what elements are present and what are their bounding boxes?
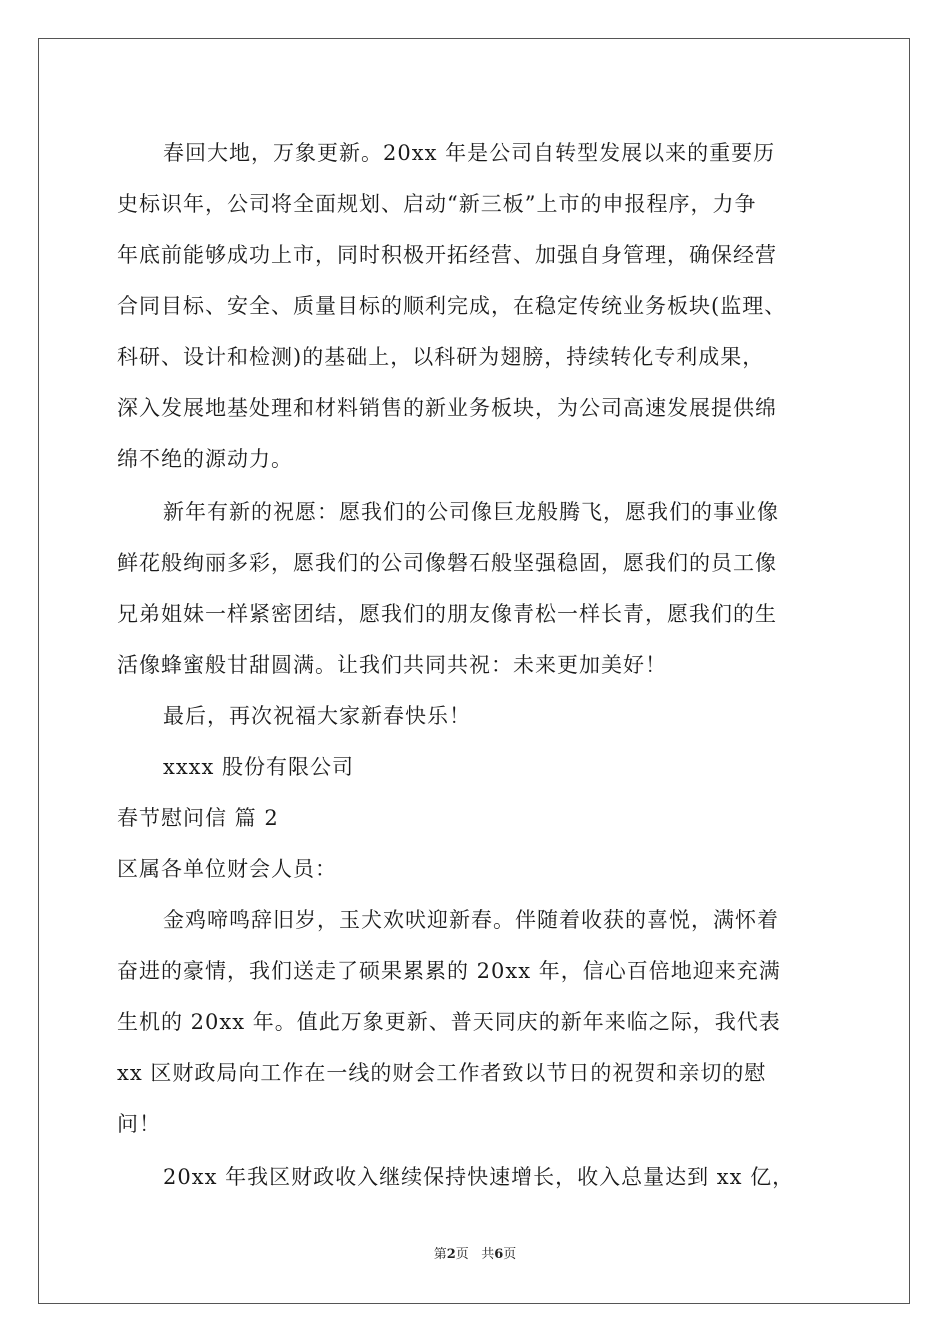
paragraph-line: 奋进的豪情，我们送走了硕果累累的 20xx 年，信心百倍地迎来充满 xyxy=(117,959,781,983)
paragraph-line: 生机的 20xx 年。值此万象更新、普天同庆的新年来临之际，我代表 xyxy=(117,1010,781,1034)
total-prefix: 共 xyxy=(481,1247,495,1262)
total-suffix: 页 xyxy=(503,1247,517,1262)
document-body xyxy=(117,128,857,1203)
section-title: 春节慰问信 篇 2 xyxy=(117,806,279,830)
closing-line: 最后，再次祝福大家新春快乐！ xyxy=(163,704,471,728)
paragraph-line: 史标识年，公司将全面规划、启动“新三板”上市的申报程序，力争 xyxy=(117,192,757,216)
paragraph-line: 深入发展地基处理和材料销售的新业务板块，为公司高速发展提供绵 xyxy=(117,396,777,420)
salutation: 区属各单位财会人员： xyxy=(117,857,337,881)
total-pages-number: 6 xyxy=(494,1247,504,1262)
paragraph-4 xyxy=(117,1152,857,1203)
paragraph-line: 20xx 年我区财政收入继续保持快速增长，收入总量达到 xx 亿， xyxy=(163,1165,795,1189)
paragraph-line: xx 区财政局向工作在一线的财会工作者致以节日的祝贺和亲切的慰 xyxy=(117,1061,767,1085)
signature: xxxx 股份有限公司 xyxy=(163,755,355,779)
paragraph-line: 鲜花般绚丽多彩，愿我们的公司像磐石般坚强稳固，愿我们的员工像 xyxy=(117,551,777,575)
paragraph-line: 新年有新的祝愿：愿我们的公司像巨龙般腾飞，愿我们的事业像 xyxy=(163,500,779,524)
paragraph-line: 兄弟姐妹一样紧密团结，愿我们的朋友像青松一样长青，愿我们的生 xyxy=(117,602,777,626)
current-page-number: 2 xyxy=(446,1247,456,1262)
paragraph-line: 绵不绝的源动力。 xyxy=(117,447,293,471)
paragraph-1 xyxy=(117,128,857,485)
paragraph-line: 春回大地，万象更新。20xx 年是公司自转型发展以来的重要历 xyxy=(163,141,776,165)
page-suffix: 页 xyxy=(455,1247,469,1262)
paragraph-2 xyxy=(117,487,857,691)
paragraph-line: 活像蜂蜜般甘甜圆满。让我们共同共祝：未来更加美好！ xyxy=(117,653,667,677)
paragraph-line: 金鸡啼鸣辞旧岁，玉犬欢吠迎新春。伴随着收获的喜悦，满怀着 xyxy=(163,908,779,932)
paragraph-line: 合同目标、安全、质量目标的顺利完成，在稳定传统业务板块(监理、 xyxy=(117,294,787,318)
paragraph-line: 科研、设计和检测)的基础上，以科研为翅膀，持续转化专利成果， xyxy=(117,345,765,369)
paragraph-line: 问！ xyxy=(117,1112,161,1136)
paragraph-line: 年底前能够成功上市，同时积极开拓经营、加强自身管理，确保经营 xyxy=(117,243,777,267)
paragraph-3 xyxy=(117,895,857,1150)
page-prefix: 第 xyxy=(433,1247,447,1262)
page-footer xyxy=(0,1243,950,1262)
